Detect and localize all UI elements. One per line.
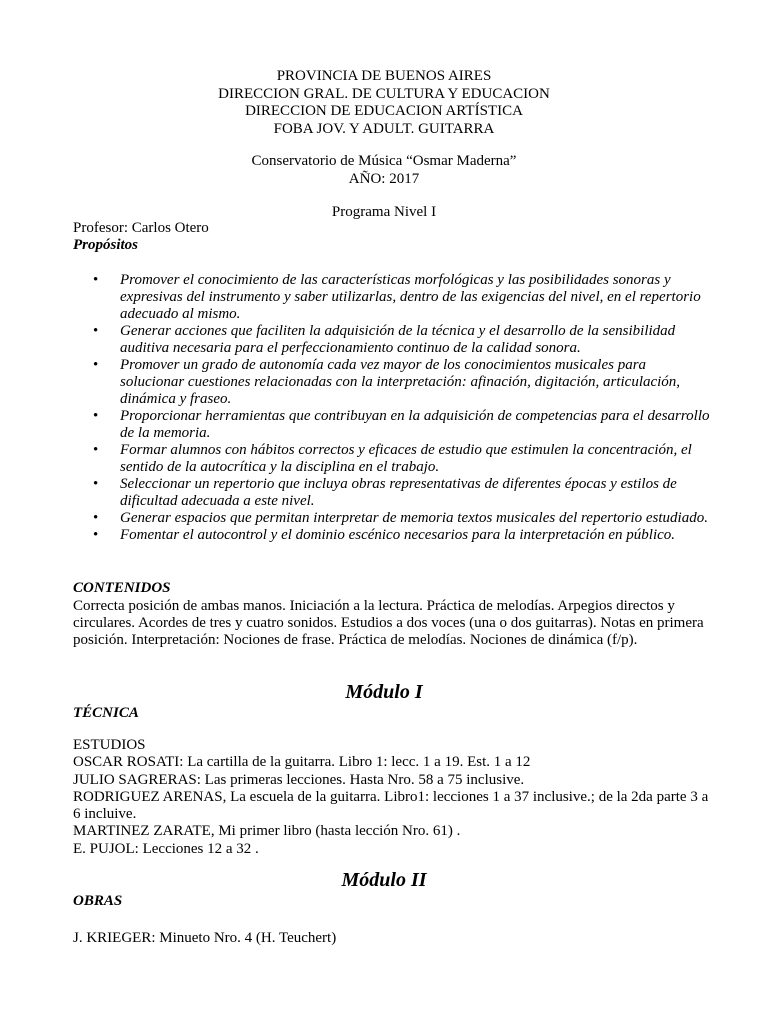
list-item <box>73 442 713 476</box>
bullet-icon: • <box>93 476 99 492</box>
bullet-icon: • <box>93 357 99 373</box>
technique-heading: TÉCNICA <box>73 705 139 721</box>
list-item <box>73 357 713 408</box>
contents-heading: CONTENIDOS <box>73 580 171 596</box>
studies-block <box>73 737 713 858</box>
bullet-icon: • <box>93 408 99 424</box>
purposes-list <box>73 272 713 544</box>
teacher-name: Profesor: Carlos Otero <box>73 220 209 236</box>
works-heading: OBRAS <box>73 893 123 909</box>
list-item <box>73 272 713 323</box>
conservatorio-block <box>0 153 768 188</box>
bullet-icon: • <box>93 323 99 339</box>
list-item: E. PUJOL: Lecciones 12 a 32 . <box>73 840 259 857</box>
list-item: J. KRIEGER: Minueto Nro. 4 (H. Teuchert) <box>73 930 337 946</box>
list-item: JULIO SAGRERAS: Las primeras lecciones. Hasta Nro. 58 a 75 inclusive. <box>73 771 525 788</box>
purpose-text: Seleccionar un repertorio que incluya obras representativas de diferentes épocas y estilos de dificultad adecuada a este nivel. <box>120 476 677 509</box>
purpose-text: Generar espacios que permitan interpretar de memoria textos musicales del repertorio estudiado. <box>120 510 708 526</box>
bullet-icon: • <box>93 272 99 288</box>
purpose-text: Fomentar el autocontrol y el dominio escénico necesarios para la interpretación en público. <box>120 527 676 543</box>
contents-paragraph: Correcta posición de ambas manos. Iniciación a la lectura. Práctica de melodías. Arpegios directos y circulares. Acordes de tres y cuatro sonidos. Estudios a dos voces (una o dos guitarras). Notas en primera posición. Interpretación: Nociones de frase. Práctica de melodías. Nociones de dinámica (f/p). <box>73 598 704 649</box>
purposes-heading: Propósitos <box>73 237 139 253</box>
header-direction-art: DIRECCION DE EDUCACION ARTÍSTICA <box>245 103 523 119</box>
conservatorio-name: Conservatorio de Música “Osmar Maderna” <box>251 153 517 169</box>
list-item <box>73 476 713 510</box>
purpose-text: Proporcionar herramientas que contribuyan en la adquisición de competencias para el desarrollo de la memoria. <box>120 408 710 441</box>
studies-label: ESTUDIOS <box>73 737 146 753</box>
list-item <box>73 510 713 527</box>
list-item <box>73 323 713 357</box>
document-header <box>0 68 768 138</box>
bullet-icon: • <box>93 510 99 526</box>
header-province: PROVINCIA DE BUENOS AIRES <box>276 68 492 84</box>
purpose-text: Formar alumnos con hábitos correctos y eficaces de estudio que estimulen la concentración, el sentido de la autocrítica y la disciplina en el trabajo. <box>120 442 692 475</box>
purpose-text: Generar acciones que faciliten la adquisición de la técnica y el desarrollo de la sensibilidad auditiva necesaria para el perfeccionamiento continuo de la calidad sonora. <box>120 323 676 356</box>
list-item <box>73 527 713 544</box>
list-item <box>73 408 713 442</box>
list-item: MARTINEZ ZARATE, Mi primer libro (hasta lección Nro. 61) . <box>73 823 461 840</box>
header-foba: FOBA JOV. Y ADULT. GUITARRA <box>273 120 495 137</box>
program-level: Programa Nivel I <box>331 204 437 220</box>
document-year: AÑO: 2017 <box>348 170 420 187</box>
list-item: OSCAR ROSATI: La cartilla de la guitarra. Libro 1: lecc. 1 a 19. Est. 1 a 12 <box>73 754 531 771</box>
bullet-icon: • <box>93 527 99 543</box>
module-2-title: Módulo II <box>341 869 427 891</box>
bullet-icon: • <box>93 442 99 458</box>
header-direction-culture: DIRECCION GRAL. DE CULTURA Y EDUCACION <box>218 85 550 102</box>
purpose-text: Promover un grado de autonomía cada vez mayor de los conocimientos musicales para solucionar cuestiones relacionadas con la interpretación: afinación, digitación, articulación, dinámica y fraseo. <box>120 357 681 407</box>
purpose-text: Promover el conocimiento de las características morfológicas y las posibilidades sonoras y expresivas del instrumento y saber utilizarlas, dentro de las exigencias del nivel, en el repertorio adecuado al mismo. <box>120 272 701 322</box>
list-item: RODRIGUEZ ARENAS, La escuela de la guitarra. Libro1: lecciones 1 a 37 inclusive.; de la 2da parte 3 a 6 incluive. <box>73 788 709 823</box>
module-1-title: Módulo I <box>345 681 423 703</box>
